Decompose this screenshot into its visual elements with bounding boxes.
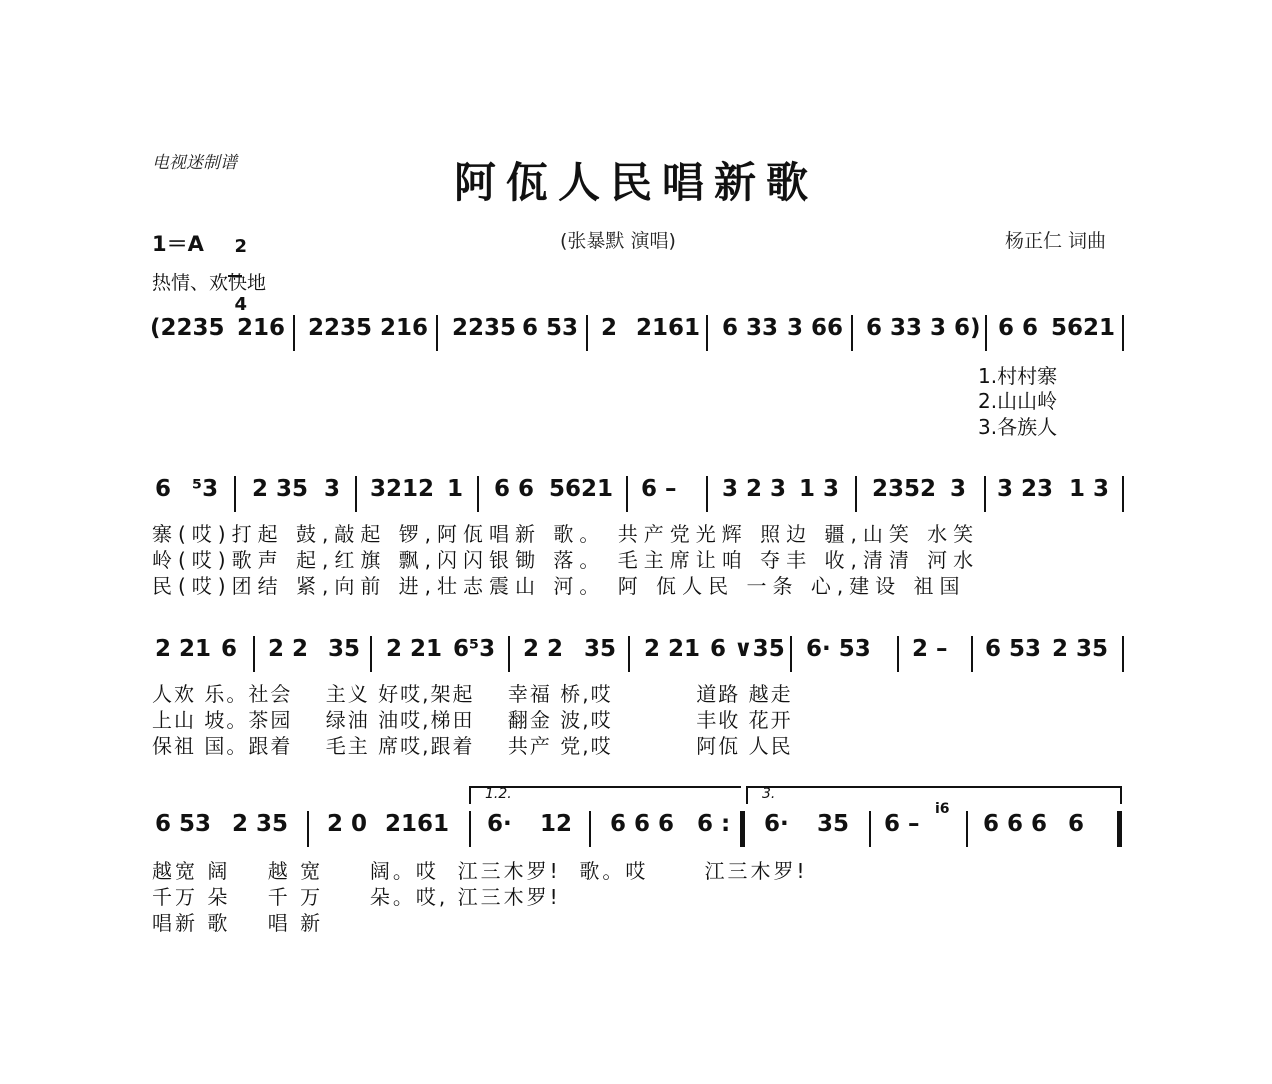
barline xyxy=(355,476,357,512)
note-group: 6· xyxy=(487,811,512,837)
note-group: (2235 xyxy=(150,315,225,341)
barline xyxy=(984,476,986,512)
barline xyxy=(966,811,968,847)
volta-label-1: 1.2. xyxy=(485,786,512,802)
volta-bracket-2 xyxy=(746,786,1122,804)
note-group: 3 6) xyxy=(930,315,981,341)
note-group: 1 xyxy=(447,476,464,502)
note-group: 1 3 xyxy=(799,476,840,502)
verse-tag-2: 2.山山岭 xyxy=(978,389,1058,413)
note-group: 2352 xyxy=(872,476,937,502)
note-group: 6 53 xyxy=(522,315,579,341)
note-group: 2 2 xyxy=(523,636,564,662)
barline xyxy=(293,315,295,351)
barline xyxy=(706,476,708,512)
note-group: 2 21 xyxy=(644,636,701,662)
note-group: 5621 xyxy=(1051,315,1116,341)
note-group: 6 53 xyxy=(155,811,212,837)
composer: 杨正仁 词曲 xyxy=(1005,230,1107,252)
system-1 xyxy=(0,315,1272,355)
barline xyxy=(985,315,987,351)
barline xyxy=(508,636,510,672)
barline xyxy=(436,315,438,351)
barline xyxy=(589,811,591,847)
lyric-line-2: 岭(哎)歌声 起,红旗 飘,闪闪银锄 落。 毛主席让咱 夺丰 收,清清 河水 xyxy=(152,548,980,572)
barline xyxy=(586,315,588,351)
note-group: 6 53 xyxy=(985,636,1042,662)
note-group: 6 xyxy=(1068,811,1085,837)
note-group: 6 33 xyxy=(866,315,923,341)
tempo-marking: 热情、欢快地 xyxy=(152,272,267,294)
lyric-line-2: 上山 坡。茶园 绿油 油哎,梯田 翻金 波,哎 丰收 花开 xyxy=(152,708,793,732)
barline xyxy=(307,811,309,847)
note-group: 35 xyxy=(584,636,617,662)
verse-tag-1: 1.村村寨 xyxy=(978,364,1058,388)
barline xyxy=(1122,476,1124,512)
note-group: 3212 xyxy=(370,476,435,502)
repeat-barline xyxy=(740,811,745,847)
system-3 xyxy=(0,636,1272,676)
note-group: 12 xyxy=(540,811,573,837)
barline xyxy=(253,636,255,672)
note-group: 2 35 xyxy=(252,476,309,502)
performer: (张暴默 演唱) xyxy=(560,230,676,252)
barline xyxy=(628,636,630,672)
note-group: 2 0 xyxy=(327,811,368,837)
barline xyxy=(869,811,871,847)
note-group: 1 3 xyxy=(1069,476,1110,502)
barline xyxy=(790,636,792,672)
time-signature xyxy=(222,220,247,314)
lyric-line-1: 人欢 乐。社会 主义 好哎,架起 幸福 桥,哎 道路 越走 xyxy=(152,682,793,706)
note-group: 2 35 xyxy=(1052,636,1109,662)
note-group: 3 23 xyxy=(997,476,1054,502)
note-group: 2 xyxy=(601,315,618,341)
note-group: 2161 xyxy=(385,811,450,837)
note-group: 2161 xyxy=(636,315,701,341)
note-group: 6 6 6 xyxy=(610,811,675,837)
note-group: 6 – xyxy=(884,811,920,837)
note-group: 216 xyxy=(380,315,429,341)
note-group: 6 – xyxy=(641,476,677,502)
barline xyxy=(1122,315,1124,351)
note-group: 6⁵3 xyxy=(453,636,496,662)
note-group: 2 35 xyxy=(232,811,289,837)
note-group: 6 6 xyxy=(494,476,535,502)
note-group: 3 xyxy=(324,476,341,502)
note-group: 6 ∨35 xyxy=(710,636,785,662)
note-group: 3 xyxy=(950,476,967,502)
note-group: 2235 xyxy=(452,315,517,341)
barline xyxy=(234,476,236,512)
verse-tag-3: 3.各族人 xyxy=(978,415,1058,439)
lyric-line-1: 寨(哎)打起 鼓,敲起 锣,阿佤唱新 歌。 共产党光辉 照边 疆,山笑 水笑 xyxy=(152,522,980,546)
barline xyxy=(851,315,853,351)
note-group: 35 xyxy=(328,636,361,662)
note-group: 6· 53 xyxy=(806,636,871,662)
note-group: 3 2 3 xyxy=(722,476,787,502)
note-group: ⁵3 xyxy=(192,476,219,502)
barline xyxy=(706,315,708,351)
note-group: 6 33 xyxy=(722,315,779,341)
note-group: 6 xyxy=(221,636,238,662)
note-group: 2 21 xyxy=(386,636,443,662)
lyric-line-2: 千万 朵 千 万 朵。哎, 江三木罗! xyxy=(152,885,561,909)
barline xyxy=(469,811,471,847)
final-barline xyxy=(1117,811,1122,847)
barline xyxy=(370,636,372,672)
song-title: 阿佤人民唱新歌 xyxy=(453,158,818,207)
note-group: 6 6 xyxy=(998,315,1039,341)
note-group: 6 6 6 xyxy=(983,811,1048,837)
barline xyxy=(626,476,628,512)
note-group: 5621 xyxy=(549,476,614,502)
barline xyxy=(1122,636,1124,672)
volta-bracket-1 xyxy=(469,786,741,804)
note-group: 6· xyxy=(764,811,789,837)
barline xyxy=(477,476,479,512)
barline xyxy=(971,636,973,672)
note-group: 216 xyxy=(237,315,286,341)
lyric-line-3: 保祖 国。跟着 毛主 席哎,跟着 共产 党,哎 阿佤 人民 xyxy=(152,734,793,758)
barline xyxy=(897,636,899,672)
volta-label-2: 3. xyxy=(762,786,776,802)
credit-text: 电视迷制谱 xyxy=(152,153,237,173)
grace-note: i6 xyxy=(935,801,950,817)
note-group: 6 : xyxy=(697,811,731,837)
meter-top: 2 xyxy=(234,236,248,257)
note-group: 2 21 xyxy=(155,636,212,662)
system-2 xyxy=(0,476,1272,516)
note-group: 2 2 xyxy=(268,636,309,662)
meter-bottom: 4 xyxy=(234,294,248,315)
note-group: 2235 xyxy=(308,315,373,341)
lyric-line-3: 民(哎)团结 紧,向前 进,壮志震山 河。 阿 佤人民 一条 心,建设 祖国 xyxy=(152,574,966,598)
system-4 xyxy=(0,801,1272,851)
note-group: 3 66 xyxy=(787,315,844,341)
note-group: 35 xyxy=(817,811,850,837)
note-group: 6 xyxy=(155,476,172,502)
lyric-line-1: 越宽 阔 越 宽 阔。哎 江三木罗! 歌。哎 江三木罗! xyxy=(152,859,808,883)
key-signature: 1＝A xyxy=(152,232,204,256)
note-group: 2 – xyxy=(912,636,948,662)
barline xyxy=(855,476,857,512)
lyric-line-3: 唱新 歌 唱 新 xyxy=(152,911,324,935)
